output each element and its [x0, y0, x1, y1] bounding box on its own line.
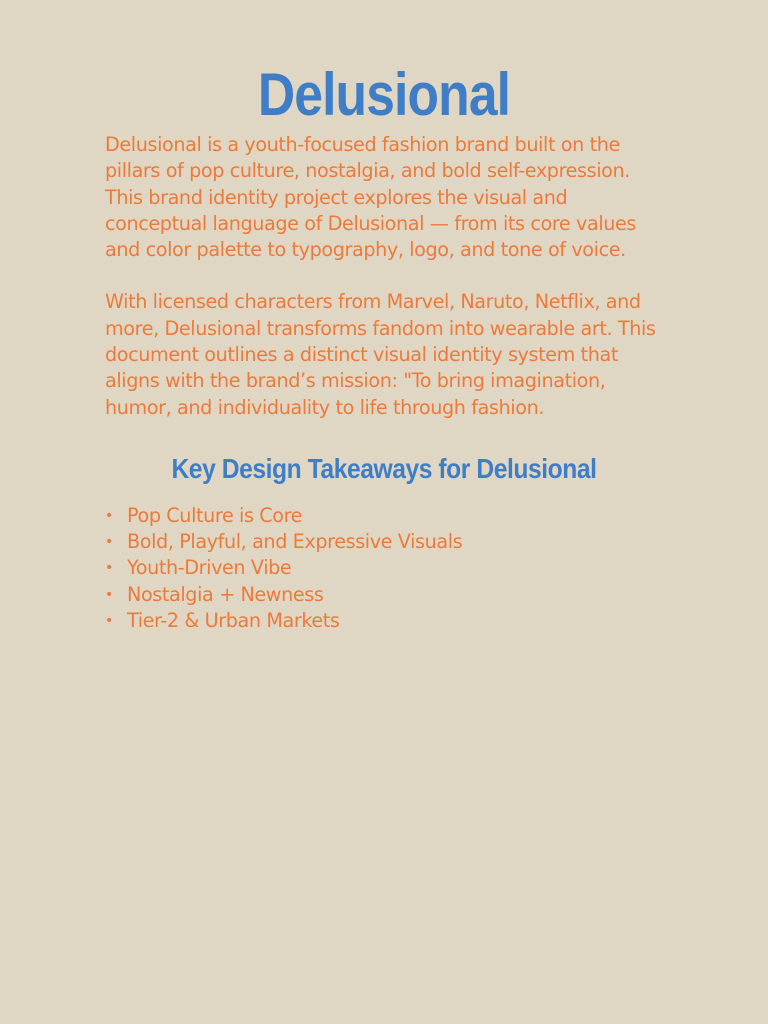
takeaway-label: Pop Culture is Core — [127, 503, 303, 527]
bullet-icon: • — [105, 612, 113, 629]
bullet-icon: • — [105, 507, 113, 524]
brand-title: Delusional — [257, 61, 511, 128]
takeaways-list — [105, 503, 663, 634]
takeaway-label: Tier-2 & Urban Markets — [127, 608, 340, 632]
intro-paragraph: Delusional is a youth-focused fashion brand built on the pillars of pop culture, nostalgia, and bold self-expression. This brand identity project explores the visual and conceptual language of Delusional — from its core values and color palette to typography, logo, and tone of voice. — [105, 133, 637, 262]
bullet-icon: • — [105, 560, 113, 577]
mission-paragraph: With licensed characters from Marvel, Naruto, Netflix, and more, Delusional transforms fandom into wearable art. This document outlines a distinct visual identity system that aligns with the brand’s mission: "To bring imagination, humor, and individuality to life through fashion. — [105, 290, 656, 419]
takeaway-item — [105, 582, 663, 608]
bullet-icon: • — [105, 586, 113, 603]
takeaway-label: Youth-Driven Vibe — [127, 556, 292, 580]
bullet-icon: • — [105, 534, 113, 551]
takeaway-item — [105, 529, 663, 555]
takeaway-label: Bold, Playful, and Expressive Visuals — [127, 530, 463, 554]
takeaway-item — [105, 608, 663, 634]
takeaway-item — [105, 503, 663, 529]
takeaways-heading: Key Design Takeaways for Delusional — [171, 452, 597, 484]
takeaway-label: Nostalgia + Newness — [127, 582, 324, 606]
takeaway-item — [105, 555, 663, 581]
